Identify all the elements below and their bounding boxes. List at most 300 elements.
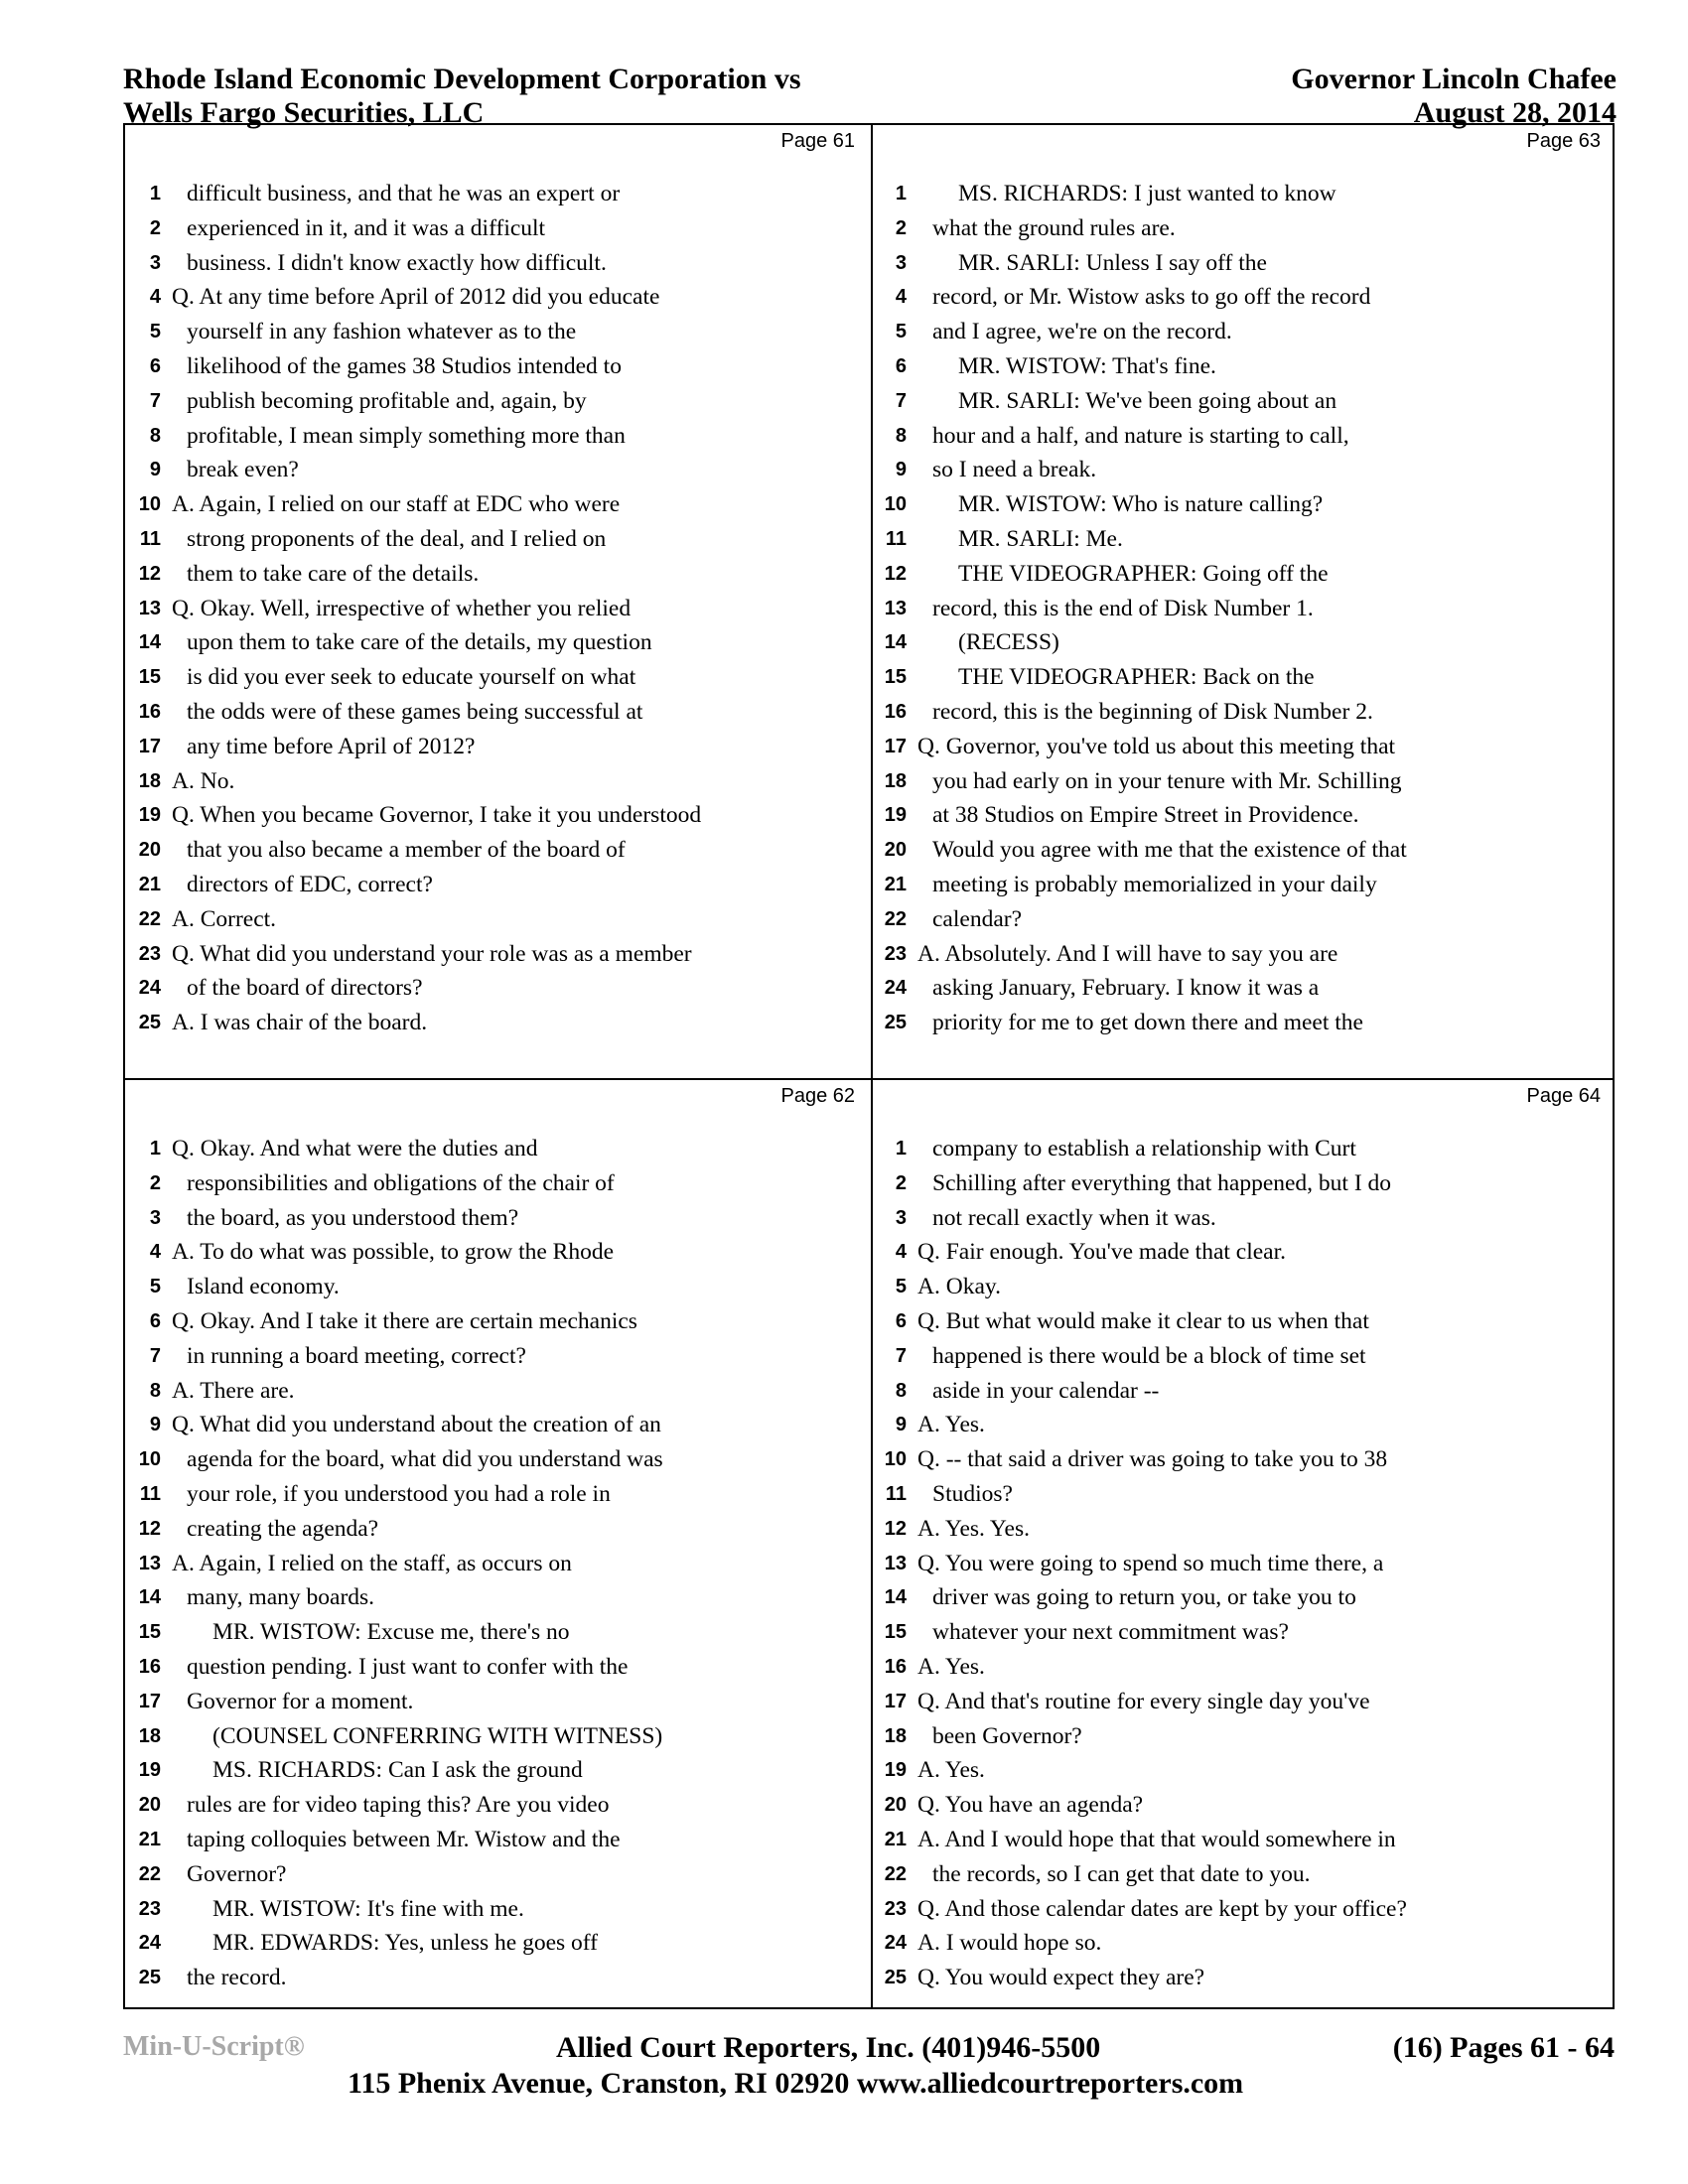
line-number: 11 bbox=[885, 527, 907, 550]
line-number: 11 bbox=[885, 1482, 907, 1505]
transcript-line bbox=[871, 1961, 1617, 1995]
transcript-line bbox=[125, 971, 871, 1006]
line-number: 24 bbox=[884, 1932, 907, 1955]
transcript-page bbox=[871, 125, 1617, 1078]
transcript-line bbox=[871, 1006, 1617, 1040]
transcript-line bbox=[871, 315, 1617, 349]
transcript-line bbox=[125, 730, 871, 764]
transcript-line bbox=[125, 1132, 871, 1166]
transcript-line bbox=[125, 1892, 871, 1927]
line-number: 16 bbox=[884, 700, 907, 723]
transcript-line bbox=[871, 349, 1617, 384]
line-number: 9 bbox=[895, 459, 907, 481]
transcript-line bbox=[871, 660, 1617, 695]
line-text: MR. WISTOW: It's fine with me. bbox=[212, 1895, 524, 1922]
line-number: 20 bbox=[138, 1794, 161, 1817]
line-number: 17 bbox=[138, 735, 161, 757]
line-text: at 38 Studios on Empire Street in Providence. bbox=[932, 802, 1359, 829]
line-text: Studios? bbox=[932, 1480, 1013, 1507]
line-number: 9 bbox=[149, 459, 161, 481]
line-text: MR. SARLI: We've been going about an bbox=[958, 387, 1337, 414]
line-number: 23 bbox=[138, 1897, 161, 1920]
line-number: 3 bbox=[895, 1206, 907, 1229]
line-number: 15 bbox=[884, 666, 907, 689]
line-text: MR. WISTOW: Excuse me, there's no bbox=[212, 1619, 570, 1646]
line-number: 20 bbox=[884, 839, 907, 862]
line-number: 12 bbox=[884, 1517, 907, 1540]
line-text: aside in your calendar -- bbox=[932, 1377, 1160, 1404]
transcript-line bbox=[125, 177, 871, 211]
line-text: upon them to take care of the details, my question bbox=[187, 629, 652, 656]
line-number: 18 bbox=[884, 769, 907, 792]
line-number: 6 bbox=[895, 1309, 907, 1332]
transcript-line bbox=[871, 1270, 1617, 1304]
line-text: Q. And that's routine for every single day you've bbox=[917, 1688, 1370, 1714]
line-number: 4 bbox=[895, 1241, 907, 1264]
line-text: the board, as you understood them? bbox=[187, 1204, 519, 1231]
line-number: 13 bbox=[884, 1552, 907, 1574]
transcript-page bbox=[125, 125, 871, 1078]
transcript-line bbox=[871, 1408, 1617, 1442]
transcript-line bbox=[871, 1374, 1617, 1409]
line-number: 18 bbox=[138, 1724, 161, 1747]
line-number: 3 bbox=[895, 251, 907, 274]
line-number: 25 bbox=[138, 1967, 161, 1989]
transcript-line bbox=[125, 1235, 871, 1270]
transcript-line bbox=[871, 833, 1617, 868]
line-text: A. Yes. bbox=[917, 1757, 985, 1784]
transcript-line bbox=[125, 280, 871, 315]
transcript-line bbox=[871, 1304, 1617, 1339]
line-text: rules are for video taping this? Are you video bbox=[187, 1792, 610, 1819]
line-number: 11 bbox=[139, 1482, 161, 1505]
line-text: of the board of directors? bbox=[187, 975, 423, 1002]
line-number: 6 bbox=[149, 354, 161, 377]
line-text: MR. WISTOW: Who is nature calling? bbox=[958, 491, 1324, 518]
line-text: taping colloquies between Mr. Wistow and the bbox=[187, 1826, 621, 1852]
line-number: 6 bbox=[149, 1309, 161, 1332]
line-text: A. I would hope so. bbox=[917, 1930, 1102, 1957]
transcript-grid bbox=[123, 123, 1615, 2009]
line-text: likelihood of the games 38 Studios intended to bbox=[187, 352, 622, 379]
deposition-date: August 28, 2014 bbox=[1413, 96, 1617, 129]
line-number: 25 bbox=[884, 1967, 907, 1989]
line-text: many, many boards. bbox=[187, 1584, 375, 1611]
line-number: 19 bbox=[884, 804, 907, 827]
transcript-line bbox=[871, 557, 1617, 592]
transcript-line bbox=[125, 1374, 871, 1409]
transcript-line bbox=[871, 453, 1617, 487]
line-number: 13 bbox=[138, 597, 161, 619]
line-text: company to establish a relationship with Curt bbox=[932, 1136, 1356, 1161]
line-text: (RECESS) bbox=[958, 629, 1059, 656]
transcript-line bbox=[125, 1650, 871, 1685]
transcript-line bbox=[125, 1926, 871, 1961]
line-text: Governor? bbox=[187, 1860, 287, 1887]
line-text: hour and a half, and nature is starting to call, bbox=[932, 422, 1349, 449]
transcript-line bbox=[871, 1685, 1617, 1719]
transcript-line bbox=[871, 764, 1617, 799]
line-number: 9 bbox=[895, 1414, 907, 1436]
line-number: 3 bbox=[149, 251, 161, 274]
line-text: experienced in it, and it was a difficult bbox=[187, 214, 546, 241]
transcript-line bbox=[125, 1201, 871, 1236]
line-number: 10 bbox=[884, 493, 907, 516]
line-number: 17 bbox=[884, 1690, 907, 1712]
transcript-line bbox=[871, 246, 1617, 281]
line-number: 1 bbox=[895, 183, 907, 205]
line-number: 23 bbox=[884, 1897, 907, 1920]
line-number: 5 bbox=[149, 321, 161, 343]
line-number: 15 bbox=[884, 1621, 907, 1644]
line-text: Q. Fair enough. You've made that clear. bbox=[917, 1239, 1287, 1266]
line-text: is did you ever seek to educate yourself on what bbox=[187, 664, 636, 691]
line-text: driver was going to return you, or take you to bbox=[932, 1584, 1356, 1611]
transcript-line bbox=[125, 1961, 871, 1995]
transcript-line bbox=[871, 177, 1617, 211]
line-number: 24 bbox=[138, 1932, 161, 1955]
line-text: agenda for the board, what did you understand was bbox=[187, 1446, 663, 1473]
line-number: 2 bbox=[149, 1171, 161, 1194]
transcript-line bbox=[871, 1166, 1617, 1201]
line-text: strong proponents of the deal, and I relied on bbox=[187, 525, 607, 552]
footer-company: Allied Court Reporters, Inc. (401)946-5500 bbox=[556, 2031, 1101, 2064]
transcript-line bbox=[125, 557, 871, 592]
line-number: 8 bbox=[149, 1379, 161, 1402]
line-text: A. Okay. bbox=[917, 1274, 1001, 1300]
line-text: the records, so I can get that date to you. bbox=[932, 1860, 1311, 1887]
line-text: Q. And those calendar dates are kept by your office? bbox=[917, 1895, 1407, 1922]
line-text: A. No. bbox=[172, 767, 235, 794]
transcript-line bbox=[125, 487, 871, 522]
transcript-line bbox=[125, 246, 871, 281]
line-number: 4 bbox=[149, 1241, 161, 1264]
page-number: Page 63 bbox=[1526, 130, 1601, 152]
line-text: Q. Okay. And I take it there are certain mechanics bbox=[172, 1307, 637, 1334]
transcript-line bbox=[125, 1547, 871, 1581]
transcript-line bbox=[125, 1580, 871, 1615]
transcript-line bbox=[125, 1442, 871, 1477]
line-text: break even? bbox=[187, 457, 299, 483]
line-text: your role, if you understood you had a role in bbox=[187, 1480, 611, 1507]
transcript-line bbox=[125, 625, 871, 660]
line-number: 20 bbox=[138, 839, 161, 862]
line-text: record, this is the end of Disk Number 1. bbox=[932, 595, 1314, 621]
line-number: 16 bbox=[138, 1655, 161, 1678]
transcript-line bbox=[125, 349, 871, 384]
line-number: 17 bbox=[138, 1690, 161, 1712]
line-number: 12 bbox=[138, 562, 161, 585]
transcript-line bbox=[871, 1823, 1617, 1857]
line-text: A. Yes. bbox=[917, 1653, 985, 1680]
line-number: 23 bbox=[884, 942, 907, 965]
line-text: whatever your next commitment was? bbox=[932, 1619, 1289, 1646]
line-number: 2 bbox=[149, 216, 161, 239]
line-number: 21 bbox=[138, 873, 161, 895]
line-text: the record. bbox=[187, 1965, 287, 1991]
transcript-line bbox=[871, 902, 1617, 937]
line-number: 2 bbox=[895, 216, 907, 239]
line-text: Q. But what would make it clear to us when that bbox=[917, 1307, 1369, 1334]
line-text: not recall exactly when it was. bbox=[932, 1204, 1216, 1231]
case-title-line-1: Rhode Island Economic Development Corporation vs bbox=[123, 63, 801, 95]
transcript-line bbox=[871, 1442, 1617, 1477]
line-number: 20 bbox=[884, 1794, 907, 1817]
transcript-line bbox=[125, 1857, 871, 1892]
line-text: MS. RICHARDS: Can I ask the ground bbox=[212, 1757, 583, 1784]
line-text: A. I was chair of the board. bbox=[172, 1010, 428, 1036]
line-text: MR. SARLI: Unless I say off the bbox=[958, 249, 1267, 276]
line-text: the odds were of these games being successful at bbox=[187, 698, 643, 725]
line-number: 25 bbox=[138, 1012, 161, 1034]
transcript-line bbox=[871, 798, 1617, 833]
transcript-line bbox=[871, 1132, 1617, 1166]
footer-address: 115 Phenix Avenue, Cranston, RI 02920 www.alliedcourtreporters.com bbox=[348, 2067, 1244, 2100]
line-text: business. I didn't know exactly how difficult. bbox=[187, 249, 607, 276]
line-text: directors of EDC, correct? bbox=[187, 871, 433, 897]
line-number: 8 bbox=[895, 424, 907, 447]
transcript-line bbox=[871, 1892, 1617, 1927]
transcript-line bbox=[125, 1753, 871, 1788]
line-number: 21 bbox=[884, 873, 907, 895]
transcript-line bbox=[125, 798, 871, 833]
transcript-line bbox=[871, 1788, 1617, 1823]
line-text: A. To do what was possible, to grow the Rhode bbox=[172, 1239, 615, 1266]
line-number: 8 bbox=[895, 1379, 907, 1402]
line-text: that you also became a member of the board of bbox=[187, 837, 626, 864]
line-number: 5 bbox=[149, 1276, 161, 1298]
line-text: question pending. I just want to confer with the bbox=[187, 1653, 629, 1680]
line-text: A. There are. bbox=[172, 1377, 295, 1404]
line-number: 1 bbox=[149, 183, 161, 205]
line-number: 19 bbox=[884, 1759, 907, 1782]
line-text: difficult business, and that he was an expert or bbox=[187, 181, 621, 206]
transcript-lines bbox=[871, 177, 1617, 1040]
line-text: THE VIDEOGRAPHER: Back on the bbox=[958, 664, 1315, 691]
line-number: 1 bbox=[895, 1138, 907, 1160]
transcript-line bbox=[125, 1166, 871, 1201]
line-number: 7 bbox=[149, 389, 161, 412]
transcript-line bbox=[125, 1719, 871, 1754]
transcript-line bbox=[871, 1719, 1617, 1754]
transcript-line bbox=[871, 1857, 1617, 1892]
line-text: Q. -- that said a driver was going to take you to 38 bbox=[917, 1446, 1388, 1473]
witness-name: Governor Lincoln Chafee bbox=[1291, 63, 1617, 95]
line-number: 19 bbox=[138, 804, 161, 827]
transcript-line bbox=[871, 280, 1617, 315]
transcript-line bbox=[125, 419, 871, 454]
transcript-lines bbox=[125, 1132, 871, 1995]
line-text: creating the agenda? bbox=[187, 1515, 379, 1542]
line-number: 5 bbox=[895, 1276, 907, 1298]
line-number: 17 bbox=[884, 735, 907, 757]
transcript-line bbox=[125, 1304, 871, 1339]
transcript-line bbox=[125, 592, 871, 626]
transcript-line bbox=[125, 695, 871, 730]
line-text: calendar? bbox=[932, 905, 1023, 932]
line-text: Schilling after everything that happened, but I do bbox=[932, 1169, 1392, 1196]
transcript-line bbox=[125, 1512, 871, 1547]
line-number: 14 bbox=[884, 1586, 907, 1609]
line-number: 7 bbox=[895, 1344, 907, 1367]
line-text: MS. RICHARDS: I just wanted to know bbox=[958, 181, 1336, 206]
line-number: 24 bbox=[884, 977, 907, 1000]
transcript-line bbox=[871, 1235, 1617, 1270]
line-text: Q. What did you understand your role was as a member bbox=[172, 940, 692, 967]
line-text: Q. You would expect they are? bbox=[917, 1965, 1205, 1991]
line-number: 16 bbox=[138, 700, 161, 723]
transcript-line bbox=[871, 695, 1617, 730]
transcript-line bbox=[871, 1580, 1617, 1615]
transcript-line bbox=[871, 937, 1617, 972]
line-text: profitable, I mean simply something more than bbox=[187, 422, 626, 449]
transcript-line bbox=[871, 1926, 1617, 1961]
line-number: 7 bbox=[895, 389, 907, 412]
footer-brand: Min-U-Script® bbox=[123, 2031, 305, 2062]
line-text: Q. At any time before April of 2012 did you educate bbox=[172, 284, 660, 311]
line-number: 22 bbox=[138, 907, 161, 930]
line-number: 19 bbox=[138, 1759, 161, 1782]
line-number: 15 bbox=[138, 1621, 161, 1644]
line-number: 22 bbox=[884, 1862, 907, 1885]
transcript-line bbox=[871, 625, 1617, 660]
line-number: 18 bbox=[138, 769, 161, 792]
line-text: Q. Okay. Well, irrespective of whether you relied bbox=[172, 595, 632, 621]
line-text: publish becoming profitable and, again, by bbox=[187, 387, 587, 414]
transcript-line bbox=[871, 487, 1617, 522]
transcript-line bbox=[125, 384, 871, 419]
line-text: THE VIDEOGRAPHER: Going off the bbox=[958, 560, 1329, 587]
transcript-line bbox=[125, 764, 871, 799]
line-number: 7 bbox=[149, 1344, 161, 1367]
line-text: Q. Okay. And what were the duties and bbox=[172, 1136, 538, 1161]
transcript-line bbox=[871, 211, 1617, 246]
line-number: 25 bbox=[884, 1012, 907, 1034]
transcript-line bbox=[125, 1685, 871, 1719]
line-text: MR. EDWARDS: Yes, unless he goes off bbox=[212, 1930, 598, 1957]
line-text: A. Correct. bbox=[172, 905, 277, 932]
line-text: what the ground rules are. bbox=[932, 214, 1176, 241]
transcript-line bbox=[125, 868, 871, 902]
line-text: Governor for a moment. bbox=[187, 1688, 414, 1714]
transcript-line bbox=[125, 1006, 871, 1040]
transcript-line bbox=[125, 1615, 871, 1650]
transcript-line bbox=[871, 1547, 1617, 1581]
transcript-line bbox=[871, 1753, 1617, 1788]
transcript-line bbox=[871, 522, 1617, 557]
line-text: (COUNSEL CONFERRING WITH WITNESS) bbox=[212, 1722, 663, 1749]
line-text: and I agree, we're on the record. bbox=[932, 319, 1232, 345]
line-text: you had early on in your tenure with Mr. Schilling bbox=[932, 767, 1402, 794]
line-number: 14 bbox=[884, 631, 907, 654]
line-number: 4 bbox=[895, 286, 907, 309]
line-number: 14 bbox=[138, 631, 161, 654]
line-number: 3 bbox=[149, 1206, 161, 1229]
line-number: 18 bbox=[884, 1724, 907, 1747]
line-number: 14 bbox=[138, 1586, 161, 1609]
transcript-line bbox=[871, 1512, 1617, 1547]
line-text: A. Again, I relied on the staff, as occurs on bbox=[172, 1550, 572, 1576]
line-text: been Governor? bbox=[932, 1722, 1082, 1749]
transcript-line bbox=[125, 1408, 871, 1442]
line-number: 5 bbox=[895, 321, 907, 343]
transcript-line bbox=[871, 868, 1617, 902]
line-text: MR. SARLI: Me. bbox=[958, 525, 1123, 552]
line-number: 2 bbox=[895, 1171, 907, 1194]
transcript-line bbox=[125, 1339, 871, 1374]
line-text: Q. You have an agenda? bbox=[917, 1792, 1144, 1819]
transcript-line bbox=[125, 522, 871, 557]
line-text: meeting is probably memorialized in your daily bbox=[932, 871, 1377, 897]
line-text: happened is there would be a block of time set bbox=[932, 1342, 1366, 1369]
transcript-line bbox=[871, 592, 1617, 626]
line-number: 15 bbox=[138, 666, 161, 689]
line-number: 11 bbox=[139, 527, 161, 550]
line-number: 24 bbox=[138, 977, 161, 1000]
transcript-page bbox=[871, 1080, 1617, 2033]
line-number: 9 bbox=[149, 1414, 161, 1436]
transcript-line bbox=[125, 1477, 871, 1512]
line-text: Q. You were going to spend so much time there, a bbox=[917, 1550, 1384, 1576]
transcript-line bbox=[871, 971, 1617, 1006]
line-text: so I need a break. bbox=[932, 457, 1097, 483]
transcript-line bbox=[871, 730, 1617, 764]
transcript-line bbox=[871, 1339, 1617, 1374]
line-text: A. Absolutely. And I will have to say you are bbox=[917, 940, 1338, 967]
transcript-page bbox=[125, 1080, 871, 2033]
transcript-line bbox=[125, 211, 871, 246]
transcript-line bbox=[871, 1650, 1617, 1685]
line-number: 13 bbox=[884, 597, 907, 619]
line-number: 10 bbox=[138, 493, 161, 516]
transcript-line bbox=[871, 419, 1617, 454]
line-number: 13 bbox=[138, 1552, 161, 1574]
line-number: 22 bbox=[138, 1862, 161, 1885]
line-number: 10 bbox=[138, 1448, 161, 1471]
line-text: record, or Mr. Wistow asks to go off the record bbox=[932, 284, 1371, 311]
line-text: record, this is the beginning of Disk Number 2. bbox=[932, 698, 1373, 725]
transcript-line bbox=[125, 315, 871, 349]
transcript-line bbox=[125, 660, 871, 695]
transcript-line bbox=[871, 1477, 1617, 1512]
line-text: priority for me to get down there and meet the bbox=[932, 1010, 1363, 1036]
line-number: 21 bbox=[884, 1828, 907, 1850]
transcript-lines bbox=[125, 177, 871, 1040]
transcript-line bbox=[125, 1788, 871, 1823]
line-text: A. Yes. bbox=[917, 1412, 985, 1438]
footer-page-range: (16) Pages 61 - 64 bbox=[1392, 2031, 1615, 2064]
line-text: Q. What did you understand about the creation of an bbox=[172, 1412, 661, 1438]
line-text: Island economy. bbox=[187, 1274, 340, 1300]
line-text: Q. Governor, you've told us about this meeting that bbox=[917, 733, 1396, 759]
line-text: asking January, February. I know it was a bbox=[932, 975, 1320, 1002]
transcript-lines bbox=[871, 1132, 1617, 1995]
page-number: Page 61 bbox=[780, 130, 855, 152]
transcript-line bbox=[125, 833, 871, 868]
page-number: Page 62 bbox=[780, 1085, 855, 1107]
line-number: 10 bbox=[884, 1448, 907, 1471]
line-number: 12 bbox=[138, 1517, 161, 1540]
line-number: 12 bbox=[884, 562, 907, 585]
line-text: in running a board meeting, correct? bbox=[187, 1342, 526, 1369]
transcript-line bbox=[125, 1823, 871, 1857]
line-number: 6 bbox=[895, 354, 907, 377]
line-number: 16 bbox=[884, 1655, 907, 1678]
line-text: yourself in any fashion whatever as to the bbox=[187, 319, 577, 345]
line-text: responsibilities and obligations of the chair of bbox=[187, 1169, 615, 1196]
transcript-line bbox=[871, 1201, 1617, 1236]
transcript-line bbox=[871, 384, 1617, 419]
